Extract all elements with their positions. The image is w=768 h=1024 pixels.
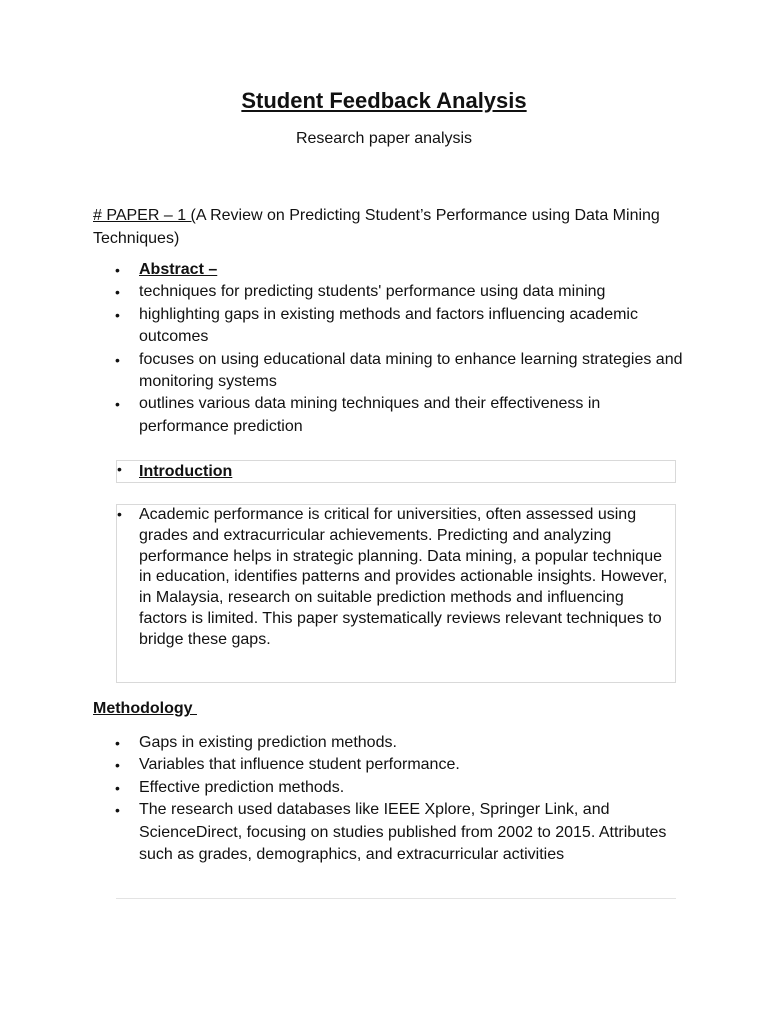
bullet-icon: • — [115, 284, 120, 301]
methodology-item-text: Effective prediction methods. — [139, 778, 345, 796]
abstract-list — [93, 259, 683, 438]
abstract-heading-item — [93, 259, 683, 281]
bullet-icon: • — [115, 306, 120, 323]
introduction-paragraph-box — [116, 504, 676, 683]
introduction-paragraph: Academic performance is critical for universities, often assessed using grades and extracurricular achievements. Predicting and analyzing performance helps in strategic planning. Data mining, a popular technique in education, identifies patterns and provides actionable insights. However, in Malaysia, research on suitable prediction methods and influencing factors is limited. This paper systematically reviews relevant techniques to bridge these gaps. — [139, 506, 668, 648]
methodology-item-text: The research used databases like IEEE Xplore, Springer Link, and ScienceDirect, focusing on studies published from 2002 to 2015. Attributes such as grades, demographics, and extracurricular activities — [139, 801, 667, 864]
document-subtitle: Research paper analysis — [295, 130, 473, 147]
methodology-heading: Methodology — [93, 700, 197, 717]
bullet-icon: • — [115, 735, 120, 751]
list-item — [93, 777, 683, 799]
list-item — [93, 732, 683, 754]
methodology-list — [93, 732, 683, 866]
abstract-item-text: highlighting gaps in existing methods and factors influencing academic outcomes — [139, 305, 638, 346]
bullet-icon: • — [117, 461, 122, 477]
bullet-icon: • — [115, 262, 120, 278]
bullet-icon: • — [115, 396, 120, 413]
bullet-icon: • — [115, 779, 120, 796]
divider — [116, 898, 676, 899]
abstract-label: Abstract – — [139, 261, 218, 278]
bullet-icon: • — [115, 757, 120, 774]
list-item — [93, 349, 683, 394]
methodology-item-text: Variables that influence student performance. — [139, 756, 460, 774]
list-item — [93, 393, 683, 438]
paper-heading-title: A Review on Predicting Student’s Performance using Data Mining Techniques) — [93, 207, 660, 247]
abstract-item-text: outlines various data mining techniques and their effectiveness in performance prediction — [139, 395, 601, 435]
abstract-item-text: focuses on using educational data mining to enhance learning strategies and monitoring systems — [139, 350, 683, 391]
paper-heading — [93, 204, 683, 250]
introduction-label: Introduction — [139, 463, 233, 480]
document-title: Student Feedback Analysis — [241, 88, 527, 113]
list-item — [93, 754, 683, 776]
bullet-icon: • — [115, 351, 120, 368]
list-item — [93, 304, 683, 349]
list-item — [93, 281, 683, 303]
introduction-heading-box — [116, 460, 676, 483]
list-item — [93, 799, 683, 866]
abstract-item-text: techniques for predicting students' performance using data mining — [139, 283, 606, 301]
bullet-icon: • — [115, 802, 120, 819]
paper-heading-prefix: # PAPER – 1 ( — [93, 207, 196, 224]
bullet-icon: • — [117, 506, 122, 522]
methodology-item-text: Gaps in existing prediction methods. — [139, 734, 397, 751]
